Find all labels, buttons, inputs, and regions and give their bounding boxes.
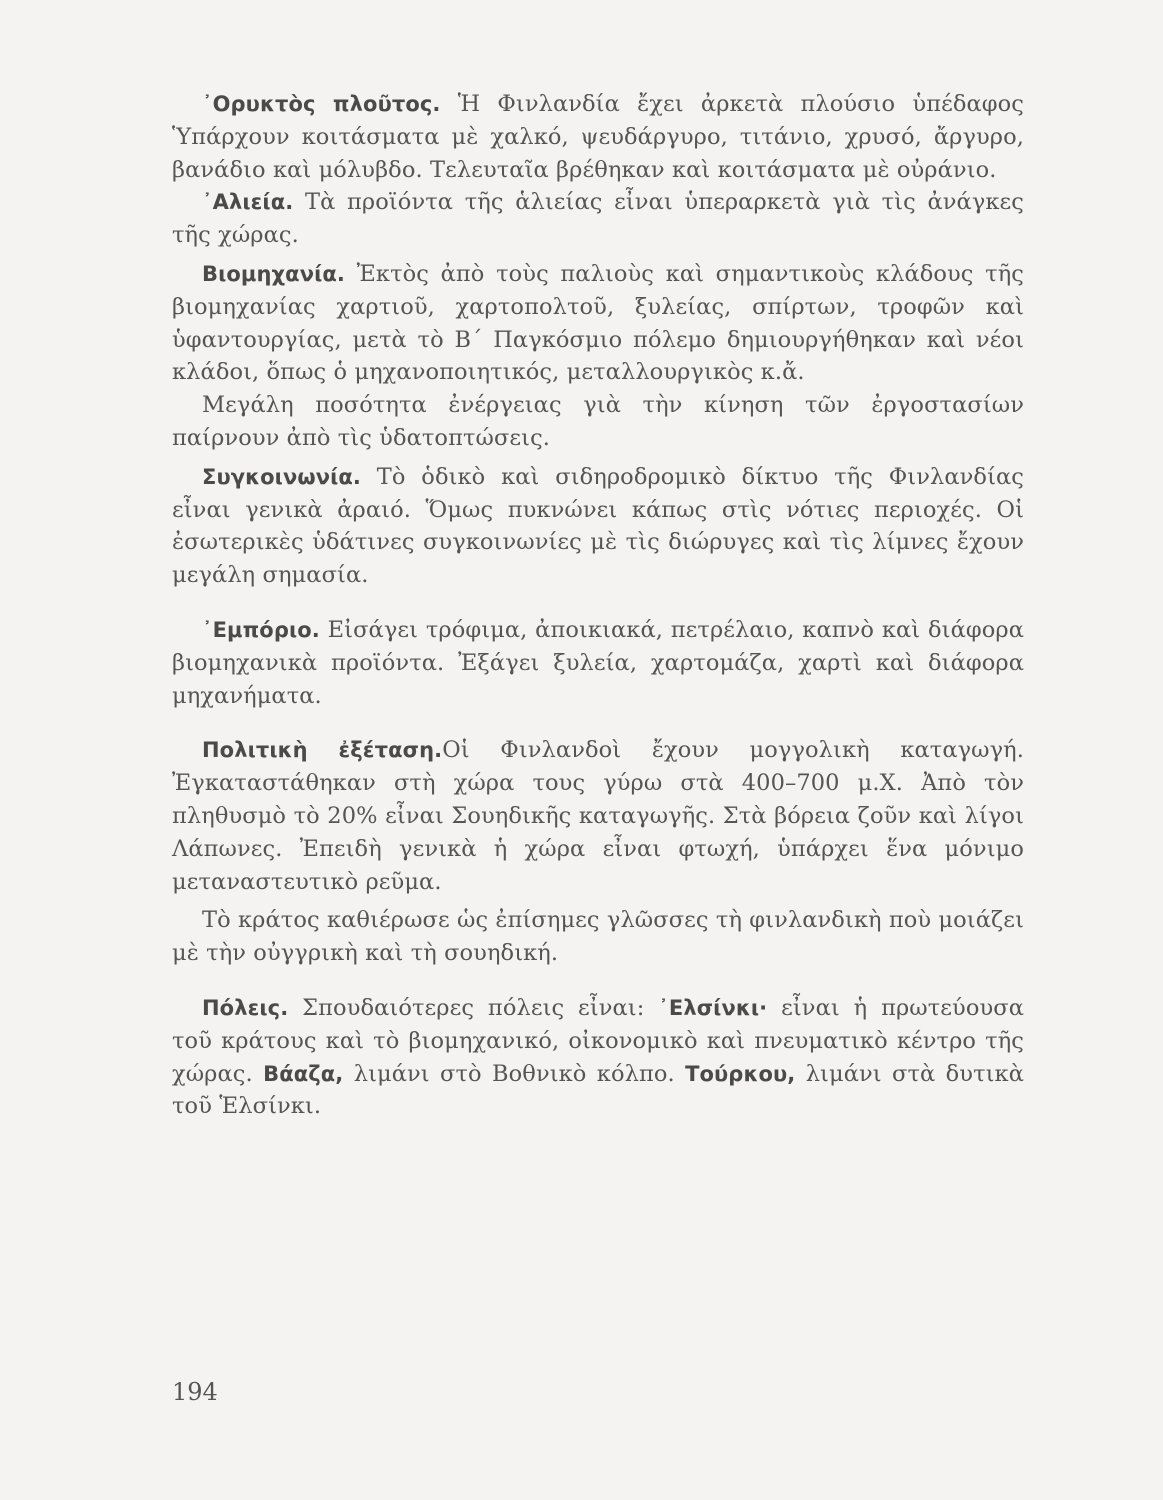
- paragraph-communication: [172, 461, 1024, 592]
- text-languages: Τὸ κράτος καθιέρωσε ὡς ἐπίσημες γλῶσσες τὴ φινλανδικὴ ποὺ μοιάζει μὲ τὴν οὐγγρικὴ καὶ τὴ σουηδική.: [172, 907, 1024, 967]
- heading-industry: Βιομηχανία.: [202, 261, 345, 286]
- city-turku: Τούρκου,: [685, 1061, 796, 1086]
- text-cities-1: Σπουδαιότερες πόλεις εἶναι:: [288, 994, 659, 1021]
- heading-communication: Συγκοινωνία.: [202, 464, 362, 489]
- paragraph-minerals: [172, 88, 1024, 186]
- text-political: Οἱ Φινλανδοὶ ἔχουν μογγολικὴ καταγωγή. Ἐγκαταστάθηκαν στὴ χώρα τους γύρω στὰ 400–700 μ.Χ. Ἀπὸ τὸν πληθυσμὸ τὸ 20% εἶναι Σουηδικῆς καταγωγῆς. Στὰ βόρεια ζοῦν καὶ λίγοι Λάπωνες. Ἐπειδὴ γενικὰ ἡ χώρα εἶναι φτωχή, ὑπάρχει ἕνα μόνιμο μεταναστευτικὸ ρεῦμα.: [172, 737, 1024, 895]
- text-industry: Ἐκτὸς ἀπὸ τοὺς παλιοὺς καὶ σημαντικοὺς κλάδους τῆς βιομηχανίας χαρτιοῦ, χαρτοπολτοῦ, ξυλείας, σπίρτων, τροφῶν καὶ ὑφαντουργίας, μετὰ τὸ Β΄ Παγκόσμιο πόλεμο δημιουργήθηκαν καὶ νέοι κλάδοι, ὅπως ὁ μηχανοποιητικός, μεταλλουργικὸς κ.ἄ.: [172, 260, 1024, 386]
- paragraph-trade: [172, 614, 1024, 712]
- text-communication: Τὸ ὁδικὸ καὶ σιδηροδρομικὸ δίκτυο τῆς Φινλανδίας εἶναι γενικὰ ἀραιό. Ὅμως πυκνώνει κάπως στὶς νότιες περιοχές. Οἱ ἐσωτερικὲς ὑδάτινες συγκοινωνίες μὲ τὶς διώρυγες καὶ τὶς λίμνες ἔχουν μεγάλη σημασία.: [172, 463, 1024, 589]
- text-trade: Εἰσάγει τρόφιμα, ἀποικιακά, πετρέλαιο, καπνὸ καὶ διάφορα βιομηχανικὰ προϊόντα. Ἐξάγει ξυλεία, χαρτομάζα, χαρτὶ καὶ διάφορα μηχανήματα.: [172, 616, 1024, 709]
- heading-fishing: ᾿Αλιεία.: [202, 190, 294, 215]
- heading-cities: Πόλεις.: [202, 995, 289, 1020]
- body-text: [172, 88, 1024, 1123]
- text-cities-2: εἶναι ἡ πρωτεύουσα τοῦ κράτους καὶ τὸ βιομηχανικό, οἰκονομικὸ καὶ πνευματικὸ κέντρο τῆς χώρας.: [172, 994, 1024, 1087]
- heading-minerals: ᾿Ορυκτὸς πλοῦτος.: [202, 92, 441, 116]
- city-helsinki: ᾿Ελσίνκι·: [658, 995, 768, 1020]
- paragraph-industry: [172, 258, 1024, 389]
- heading-trade: ᾿Εμπόριο.: [202, 617, 320, 642]
- city-vaasa: Βάαζα,: [263, 1061, 344, 1086]
- paragraph-languages: [172, 904, 1024, 970]
- paragraph-energy: [172, 389, 1024, 455]
- text-cities-4: λιμάνι στὰ δυτικὰ τοῦ Ἑλσίνκι.: [172, 1060, 1024, 1120]
- page-number: 194: [172, 1378, 218, 1406]
- heading-political: Πολιτικὴ ἐξέταση.: [202, 738, 443, 763]
- paragraph-political: [172, 734, 1024, 898]
- text-fishing: Τὰ προϊόντα τῆς ἁλιείας εἶναι ὑπεραρκετὰ γιὰ τὶς ἀνάγκες τῆς χώρας.: [172, 189, 1024, 249]
- text-cities-3: λιμάνι στὸ Βοθνικὸ κόλπο.: [343, 1060, 686, 1087]
- text-minerals: Ἡ Φινλανδία ἔχει ἀρκετὰ πλούσιο ὑπέδαφος Ὑπάρχουν κοιτάσματα μὲ χαλκό, ψευδάργυρο, τιτάνιο, χρυσό, ἄργυρο, βανάδιο καὶ μόλυβδο. Τελευταῖα βρέθηκαν καὶ κοιτάσματα μὲ οὐράνιο.: [172, 91, 1024, 183]
- paragraph-fishing: [172, 186, 1024, 252]
- paragraph-cities: [172, 992, 1024, 1123]
- text-energy: Μεγάλη ποσότητα ἐνέργειας γιὰ τὴν κίνηση τῶν ἐργοστασίων παίρνουν ἀπὸ τὶς ὑδατοπτώσεις.: [172, 392, 1024, 451]
